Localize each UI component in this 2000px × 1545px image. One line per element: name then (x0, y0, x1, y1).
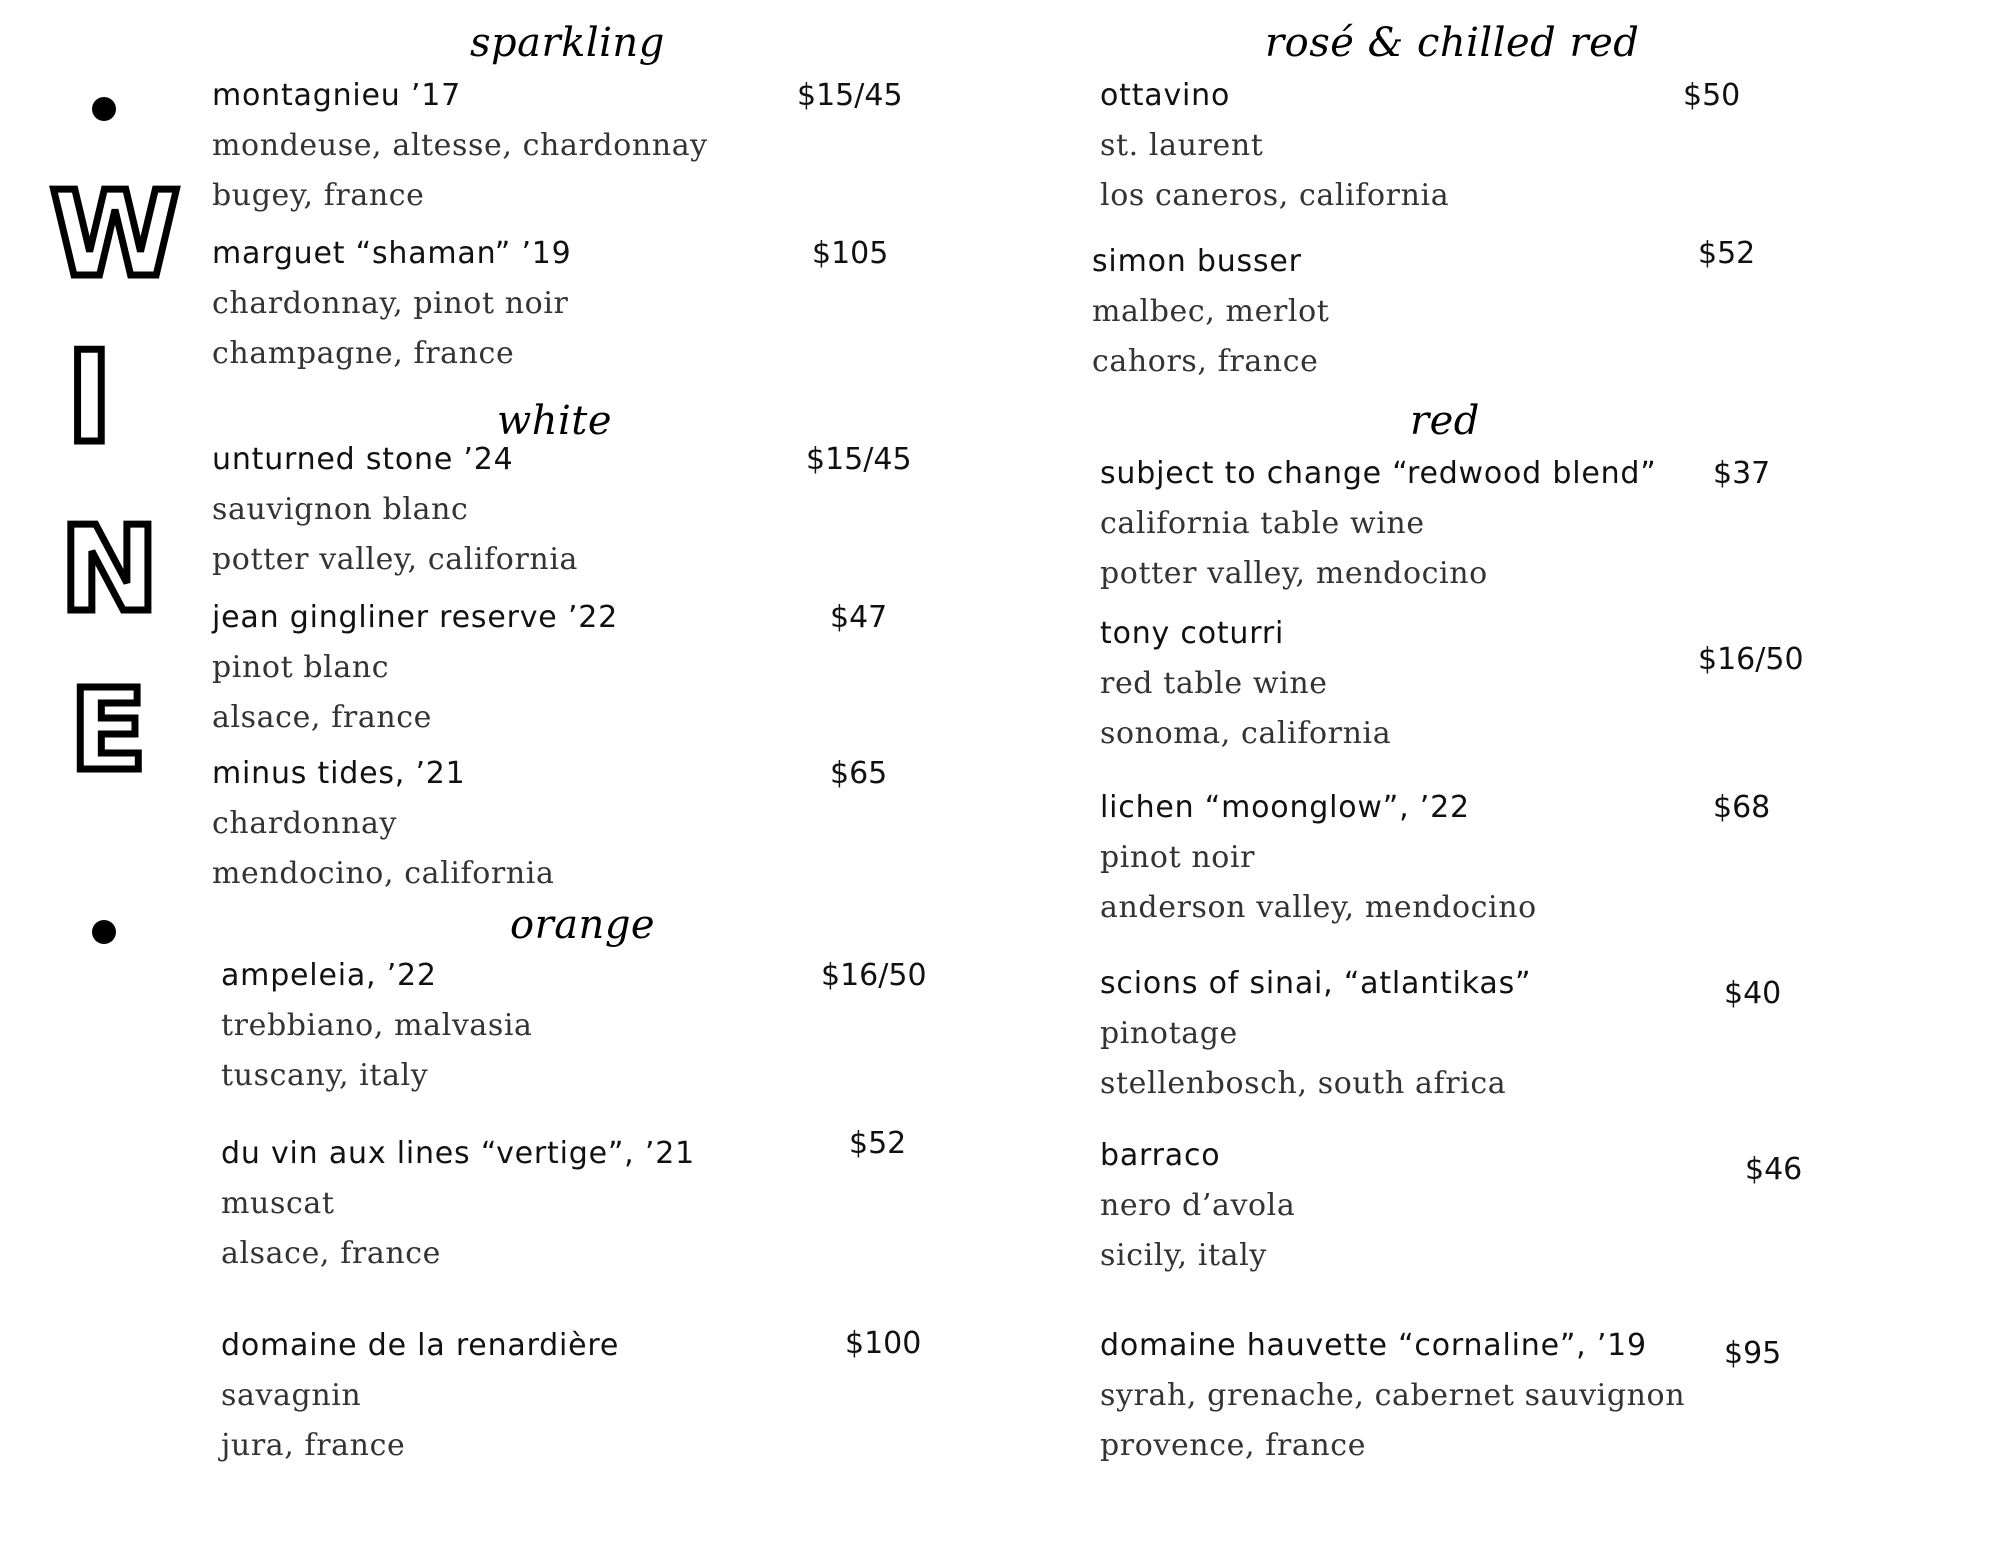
wine-entry (221, 958, 941, 1094)
wine-region: alsace, france (212, 700, 432, 735)
wine-price: $100 (845, 1326, 922, 1361)
heading-red: red (1410, 398, 1480, 444)
wine-price: $68 (1713, 790, 1771, 825)
wine-grapes: syrah, grenache, cabernet sauvignon (1100, 1378, 1686, 1413)
title-letter-i: I (66, 324, 113, 471)
wine-price: $37 (1713, 456, 1771, 491)
wine-price: $16/50 (821, 958, 927, 993)
wine-name: minus tides, ’21 (212, 756, 466, 791)
wine-entry (1100, 1138, 1820, 1274)
bottom-dot (92, 920, 116, 944)
wine-name: marguet “shaman” ’19 (212, 236, 572, 271)
wine-price: $52 (1698, 236, 1756, 271)
wine-region: potter valley, mendocino (1100, 556, 1488, 591)
wine-price: $52 (849, 1126, 907, 1161)
title-letter-w: W (50, 165, 181, 303)
wine-entry (212, 756, 932, 892)
wine-name: montagnieu ’17 (212, 78, 462, 113)
wine-name: unturned stone ’24 (212, 442, 514, 477)
wine-entry (1092, 236, 1812, 380)
wine-region: sonoma, california (1100, 716, 1392, 751)
wine-price: $15/45 (806, 442, 912, 477)
wine-grapes: sauvignon blanc (212, 492, 469, 527)
wine-grapes: nero d’avola (1100, 1188, 1296, 1223)
wine-grapes: mondeuse, altesse, chardonnay (212, 128, 708, 163)
wine-name: domaine de la renardière (221, 1328, 620, 1363)
wine-name: barraco (1100, 1138, 1221, 1173)
wine-grapes: trebbiano, malvasia (221, 1008, 533, 1043)
wine-name: scions of sinai, “atlantikas” (1100, 966, 1532, 1001)
wine-region: champagne, france (212, 336, 515, 371)
wine-region: stellenbosch, south africa (1100, 1066, 1507, 1101)
wine-entry (221, 1126, 941, 1272)
wine-region: potter valley, california (212, 542, 579, 577)
wine-region: mendocino, california (212, 856, 555, 891)
wine-entry (212, 236, 932, 372)
wine-name: ottavino (1100, 78, 1231, 113)
wine-entry (212, 78, 932, 214)
wine-name: simon busser (1092, 244, 1302, 279)
wine-grapes: chardonnay (212, 806, 398, 841)
title-letter-e: E (70, 666, 147, 796)
wine-region: cahors, france (1092, 344, 1319, 379)
wine-grapes: pinot noir (1100, 840, 1256, 875)
wine-entry (212, 442, 932, 578)
wine-name: ampeleia, ’22 (221, 958, 437, 993)
wine-grapes: red table wine (1100, 666, 1328, 701)
wine-region: alsace, france (221, 1236, 441, 1271)
wine-name: jean gingliner reserve ’22 (212, 600, 618, 635)
wine-region: jura, france (221, 1428, 406, 1463)
wine-name: du vin aux lines “vertige”, ’21 (221, 1136, 695, 1171)
wine-grapes: muscat (221, 1186, 335, 1221)
wine-grapes: pinotage (1100, 1016, 1238, 1051)
wine-entry (1100, 456, 1820, 592)
wine-price: $95 (1724, 1336, 1782, 1371)
heading-white: white (497, 398, 613, 444)
wine-entry (1100, 966, 1820, 1102)
wine-grapes: california table wine (1100, 506, 1425, 541)
wine-price: $50 (1683, 78, 1741, 113)
wine-price: $16/50 (1698, 642, 1804, 677)
wine-price: $40 (1724, 976, 1782, 1011)
wine-entry (212, 600, 932, 736)
wine-grapes: st. laurent (1100, 128, 1264, 163)
wine-entry (1100, 1328, 1820, 1464)
top-dot (92, 97, 116, 121)
wine-entry (221, 1328, 941, 1464)
wine-entry (1100, 78, 1820, 214)
wine-region: tuscany, italy (221, 1058, 429, 1093)
heading-orange: orange (510, 902, 656, 948)
wine-name: domaine hauvette “cornaline”, ’19 (1100, 1328, 1647, 1363)
wine-region: bugey, france (212, 178, 425, 213)
wine-price: $46 (1745, 1152, 1803, 1187)
wine-grapes: pinot blanc (212, 650, 390, 685)
wine-name: tony coturri (1100, 616, 1285, 651)
wine-grapes: chardonnay, pinot noir (212, 286, 569, 321)
wine-region: provence, france (1100, 1428, 1367, 1463)
wine-name: lichen “moonglow”, ’22 (1100, 790, 1470, 825)
wine-price: $65 (830, 756, 888, 791)
wine-price: $47 (830, 600, 888, 635)
wine-grapes: malbec, merlot (1092, 294, 1330, 329)
wine-grapes: savagnin (221, 1378, 362, 1413)
title-letter-n: N (60, 500, 159, 638)
heading-rose-chilled-red: rosé & chilled red (1265, 20, 1640, 66)
wine-region: anderson valley, mendocino (1100, 890, 1537, 925)
wine-price: $105 (812, 236, 889, 271)
wine-price: $15/45 (797, 78, 903, 113)
wine-region: sicily, italy (1100, 1238, 1267, 1273)
heading-sparkling: sparkling (470, 20, 665, 66)
wine-entry (1100, 616, 1820, 752)
wine-region: los caneros, california (1100, 178, 1450, 213)
wine-name: subject to change “redwood blend” (1100, 456, 1657, 491)
wine-entry (1100, 790, 1820, 926)
